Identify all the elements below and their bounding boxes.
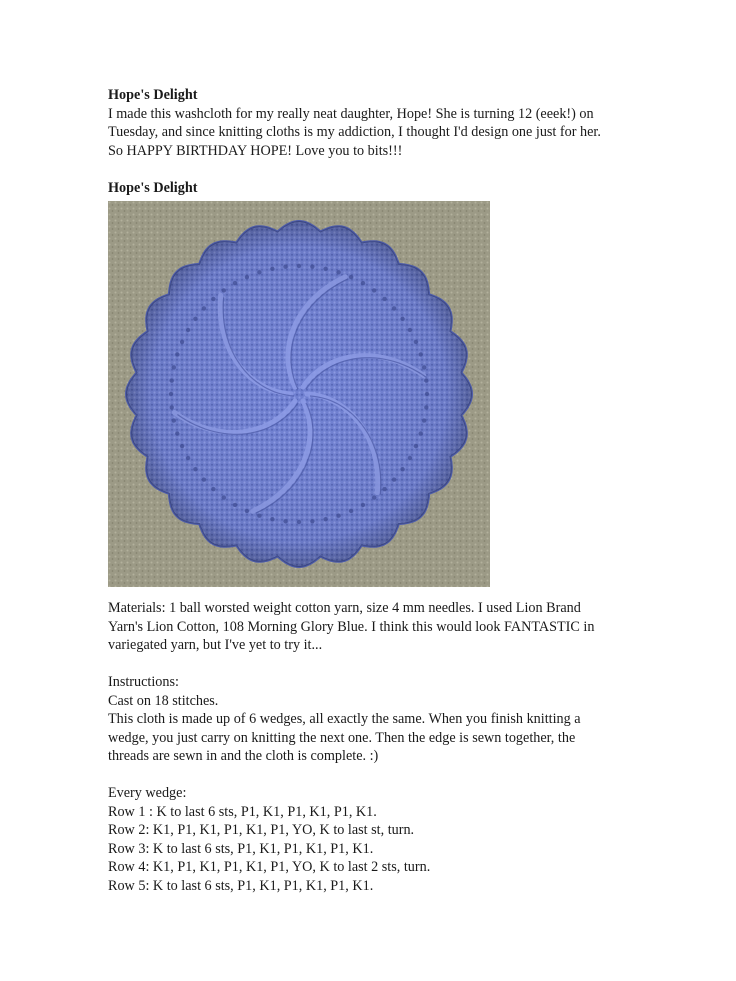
intro-line-3: So HAPPY BIRTHDAY HOPE! Love you to bits!!! [108, 142, 403, 159]
construction-line-1: This cloth is made up of 6 wedges, all exactly the same. When you finish knitting a [108, 711, 581, 727]
construction-line-3: threads are sewn in and the cloth is complete. :) [108, 748, 379, 764]
materials-line-1: Materials: 1 ball worsted weight cotton yarn, size 4 mm needles. I used Lion Brand [108, 600, 581, 616]
row-4: Row 4: K1, P1, K1, P1, K1, P1, YO, K to last 2 sts, turn. [108, 859, 431, 875]
cloth-shape [126, 221, 472, 567]
intro-line-2: Tuesday, and since knitting cloths is my addiction, I thought I'd design one just for her. [108, 124, 601, 140]
row-2: Row 2: K1, P1, K1, P1, K1, P1, YO, K to last st, turn. [108, 822, 415, 838]
row-3: Row 3: K to last 6 sts, P1, K1, P1, K1, P1, K1. [108, 840, 374, 857]
materials-line-2: Yarn's Lion Cotton, 108 Morning Glory Blue. I think this would look FANTASTIC in [108, 618, 595, 635]
document-page [108, 86, 708, 895]
intro-line-1: I made this washcloth for my really neat daughter, Hope! She is turning 12 (eeek!) on [108, 105, 594, 122]
row-5: Row 5: K to last 6 sts, P1, K1, P1, K1, P1, K1. [108, 877, 374, 894]
cast-on-text: Cast on 18 stitches. [108, 692, 219, 709]
row-1: Row 1 : K to last 6 sts, P1, K1, P1, K1, P1, K1. [108, 803, 377, 820]
heading-title: Hope's Delight [108, 87, 198, 103]
image-title: Hope's Delight [108, 179, 198, 196]
materials-line-3: variegated yarn, but I've yet to try it... [108, 637, 323, 653]
construction-line-2: wedge, you just carry on knitting the next one. Then the edge is sewn together, the [108, 729, 576, 746]
washcloth-photo [108, 201, 490, 587]
instructions-heading: Instructions: [108, 674, 179, 690]
every-wedge-heading: Every wedge: [108, 785, 187, 801]
cloth-shading [126, 221, 472, 567]
